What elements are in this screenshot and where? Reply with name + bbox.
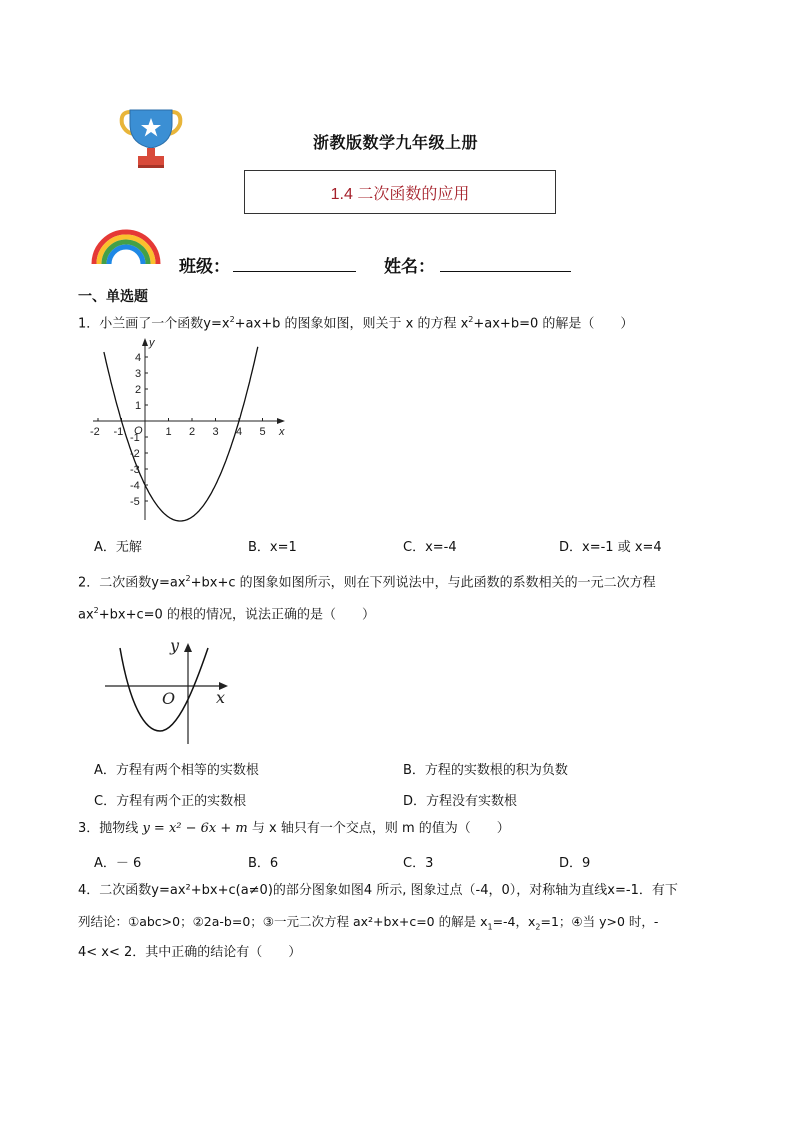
q2-y-arrow bbox=[184, 643, 192, 652]
question-4-line2: 列结论：①abc>0；②2a-b=0；③一元二次方程 ax²+bx+c=0 的解是 $x_1=-4$，$x_2=1$；④当 y>0 时，- bbox=[78, 914, 659, 932]
x-tick-label: 3 bbox=[212, 426, 219, 438]
q1-number: 1． bbox=[78, 316, 100, 332]
q2-option-a[interactable]: A．方程有两个相等的实数根 bbox=[94, 763, 259, 778]
q2-option-d[interactable]: D．方程没有实数根 bbox=[403, 794, 518, 809]
name-input-line[interactable] bbox=[440, 271, 571, 272]
y-tick-label: -5 bbox=[130, 496, 140, 508]
question-3: 3．抛物线 y = x² − 6x + m 与 x 轴只有一个交点，则 m 的值为（ ） bbox=[78, 821, 510, 836]
y-tick-label: -4 bbox=[130, 480, 140, 492]
question-1: 1．小兰画了一个函数$y=x^2+ax+b$ 的图象如图，则关于 x 的方程 $x^2+ax+b=0$ 的解是（ ） bbox=[78, 315, 634, 332]
q2-origin-label: O bbox=[162, 689, 176, 708]
q1-parabola bbox=[104, 347, 258, 521]
y-tick-label: 2 bbox=[135, 384, 142, 396]
lesson-title: 1.4 二次函数的应用 bbox=[330, 185, 470, 203]
question-4-line3: 4< x< 2．其中正确的结论有（ ） bbox=[78, 945, 302, 960]
q1-x-label: x bbox=[279, 426, 285, 438]
x-tick-label: 1 bbox=[165, 426, 172, 438]
trophy-icon bbox=[118, 108, 184, 170]
q3-number: 3． bbox=[78, 821, 100, 836]
document-title: 浙教版数学九年级上册 bbox=[313, 133, 479, 152]
q2-option-c[interactable]: C．方程有两个正的实数根 bbox=[94, 794, 247, 809]
class-label: 班级： bbox=[179, 257, 230, 277]
q3-option-b[interactable]: B．6 bbox=[248, 856, 279, 871]
x-tick-label: -1 bbox=[113, 426, 124, 438]
q1-option-b[interactable]: B．x=1 bbox=[248, 540, 297, 555]
name-label: 姓名： bbox=[384, 257, 435, 277]
lesson-title-box bbox=[244, 170, 556, 214]
q2-option-b[interactable]: B．方程的实数根的积为负数 bbox=[403, 763, 568, 778]
q2-x-label: x bbox=[216, 688, 226, 707]
y-tick-label: -3 bbox=[130, 464, 140, 476]
y-tick-label: 4 bbox=[135, 352, 142, 364]
q1-y-label: y bbox=[149, 337, 155, 349]
q3-option-a[interactable]: A．－ 6 bbox=[94, 856, 142, 871]
question-4: 4．二次函数y=ax²+bx+c(a≠0)的部分图象如图4 所示, 图象过点（-4，0），对称轴为直线x=-1．有下 bbox=[78, 883, 678, 898]
x-tick-label: -2 bbox=[90, 426, 100, 438]
question-2: 2．二次函数$y=ax^2+bx+c$ 的图象如图所示，则在下列说法中，与此函数的系数相关的一元二次方程 bbox=[78, 574, 656, 591]
q4-number: 4． bbox=[78, 883, 100, 898]
q3-option-d[interactable]: D．9 bbox=[559, 856, 591, 871]
x-tick-label: 2 bbox=[189, 426, 196, 438]
class-input-line[interactable] bbox=[233, 271, 356, 272]
rainbow-icon bbox=[90, 228, 162, 266]
question-2-line2: $ax^2+bx+c=0$ 的根的情况，说法正确的是（ ） bbox=[78, 606, 375, 623]
x-tick-label: 4 bbox=[236, 426, 243, 438]
y-tick-label: -1 bbox=[130, 432, 140, 444]
q1-option-a[interactable]: A．无解 bbox=[94, 540, 142, 555]
q2-number: 2． bbox=[78, 575, 100, 591]
q2-y-label: y bbox=[170, 636, 180, 655]
q1-y-arrow bbox=[142, 338, 148, 346]
section-title: 一、单选题 bbox=[78, 289, 148, 305]
q1-origin-label: O bbox=[134, 425, 143, 437]
q1-option-c[interactable]: C．x=-4 bbox=[403, 540, 457, 555]
y-tick-label: -2 bbox=[130, 448, 140, 460]
q3-formula: y = x² − 6x + m bbox=[142, 821, 248, 836]
x-tick-label: 5 bbox=[259, 426, 266, 438]
q3-option-c[interactable]: C．3 bbox=[403, 856, 434, 871]
q1-graph bbox=[88, 332, 298, 527]
q2-graph bbox=[100, 636, 240, 748]
q1-x-arrow bbox=[277, 418, 285, 424]
y-tick-label: 3 bbox=[135, 368, 142, 380]
y-tick-label: 1 bbox=[135, 400, 142, 412]
q1-option-d[interactable]: D．x=-1 或 x=4 bbox=[559, 540, 662, 555]
